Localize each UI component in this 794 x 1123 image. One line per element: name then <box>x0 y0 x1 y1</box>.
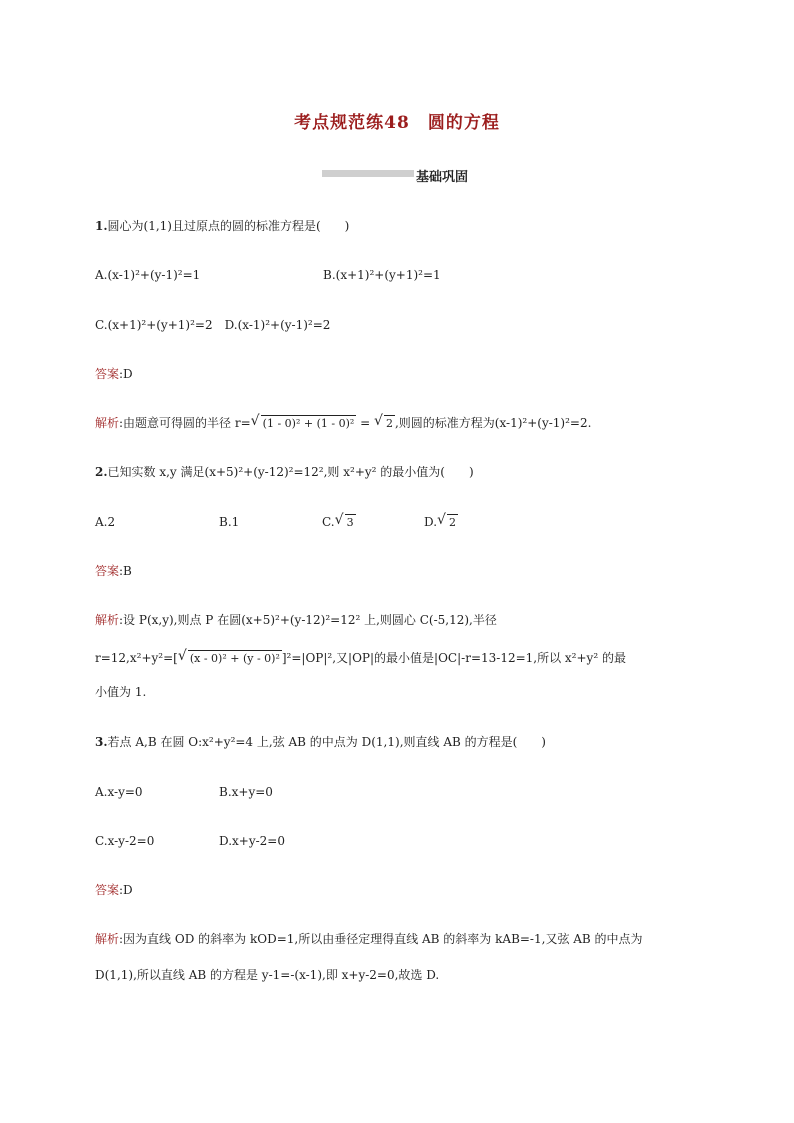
answer-value: :D <box>119 367 133 381</box>
question-2-options <box>95 512 457 530</box>
answer-label: 答案 <box>95 883 120 897</box>
question-3-text: 若点 A,B 在圆 O:x²+y²=4 上,弦 AB 的中点为 D(1,1),则直线 AB 的方程是( ) <box>107 735 546 749</box>
question-2-option-a: A.2 <box>95 515 116 529</box>
analysis-eq: = <box>356 416 374 430</box>
question-3-option-b: B.x+y=0 <box>219 785 273 799</box>
question-1-analysis <box>95 415 591 432</box>
question-3-option-a: A.x-y=0 <box>95 785 143 799</box>
analysis-label: 解析 <box>95 932 120 946</box>
radicand-two: 2 <box>385 417 393 430</box>
analysis-text-end: ]²=|OP|²,又|OP|的最小值是|OC|-r=13-12=1,所以 x²+y² 的最 <box>281 651 626 665</box>
question-2-option-d: D. √ 2 <box>424 512 457 529</box>
analysis-label: 解析 <box>95 613 120 627</box>
sqrt-expression: √ (x - 0)² + (y - 0)² <box>177 648 280 665</box>
question-1-text: 圆心为(1,1)且过原点的圆的标准方程是( ) <box>107 219 350 233</box>
question-1-answer <box>95 366 133 382</box>
answer-value: :B <box>119 564 132 578</box>
question-3-options-row1 <box>95 784 273 800</box>
analysis-text: r=12,x²+y²=[ <box>95 651 178 665</box>
question-1-option-cd: C.(x+1)²+(y+1)²=2 D.(x-1)²+(y-1)²=2 <box>95 318 331 332</box>
question-1-options-row1 <box>95 267 441 283</box>
question-3-analysis-line1 <box>95 931 643 947</box>
radicand: (x - 0)² + (y - 0)² <box>189 652 280 665</box>
radicand: (1 - 0)² + (1 - 0)² <box>262 417 355 430</box>
question-2-option-b: B.1 <box>219 515 240 529</box>
analysis-text: D(1,1),所以直线 AB 的方程是 y-1=-(x-1),即 x+y-2=0,故选 D. <box>95 968 440 982</box>
analysis-text-end: ,则圆的标准方程为(x-1)²+(y-1)²=2. <box>394 416 592 430</box>
answer-label: 答案 <box>95 564 120 578</box>
question-2-answer <box>95 563 132 579</box>
question-3-option-c: C.x-y-2=0 <box>95 834 155 848</box>
question-3-analysis-line2 <box>95 967 439 983</box>
analysis-label: 解析 <box>95 416 120 430</box>
analysis-text: 小值为 1. <box>95 685 147 699</box>
answer-label: 答案 <box>95 367 120 381</box>
section-bar <box>322 170 414 177</box>
question-3-option-d: D.x+y-2=0 <box>219 834 285 848</box>
question-1-option-a: A.(x-1)²+(y-1)²=1 <box>95 268 201 282</box>
analysis-text: :由题意可得圆的半径 r= <box>119 416 251 430</box>
question-1-stem <box>95 218 349 234</box>
question-2-analysis-line3 <box>95 684 146 700</box>
question-2-option-c: C. √ 3 <box>322 512 354 529</box>
question-1-options-row2 <box>95 317 330 333</box>
question-3-options-row2 <box>95 833 285 849</box>
question-2-text: 已知实数 x,y 满足(x+5)²+(y-12)²=12²,则 x²+y² 的最小值为( ) <box>107 465 474 479</box>
question-3-stem <box>95 734 546 750</box>
question-2-stem <box>95 464 474 480</box>
question-1-option-b: B.(x+1)²+(y+1)²=1 <box>323 268 441 282</box>
section-label: 基础巩固 <box>416 170 469 185</box>
question-1-number: 1. <box>95 219 108 233</box>
page-title: 考点规范练48 圆的方程 <box>294 113 500 133</box>
analysis-text: :设 P(x,y),则点 P 在圆(x+5)²+(y-12)²=12² 上,则圆心 C(-5,12),半径 <box>119 613 497 627</box>
sqrt-two: √ 2 <box>373 413 393 430</box>
question-2-number: 2. <box>95 465 108 479</box>
analysis-text: :因为直线 OD 的斜率为 kOD=1,所以由垂径定理得直线 AB 的斜率为 kAB=-1,又弦 AB 的中点为 <box>119 932 643 946</box>
answer-value: :D <box>119 883 133 897</box>
question-3-answer <box>95 882 133 898</box>
question-2-analysis-line1 <box>95 612 497 628</box>
question-2-analysis-line2 <box>95 650 626 667</box>
question-3-number: 3. <box>95 735 108 749</box>
sqrt-expression: √ (1 - 0)² + (1 - 0)² <box>250 413 355 430</box>
